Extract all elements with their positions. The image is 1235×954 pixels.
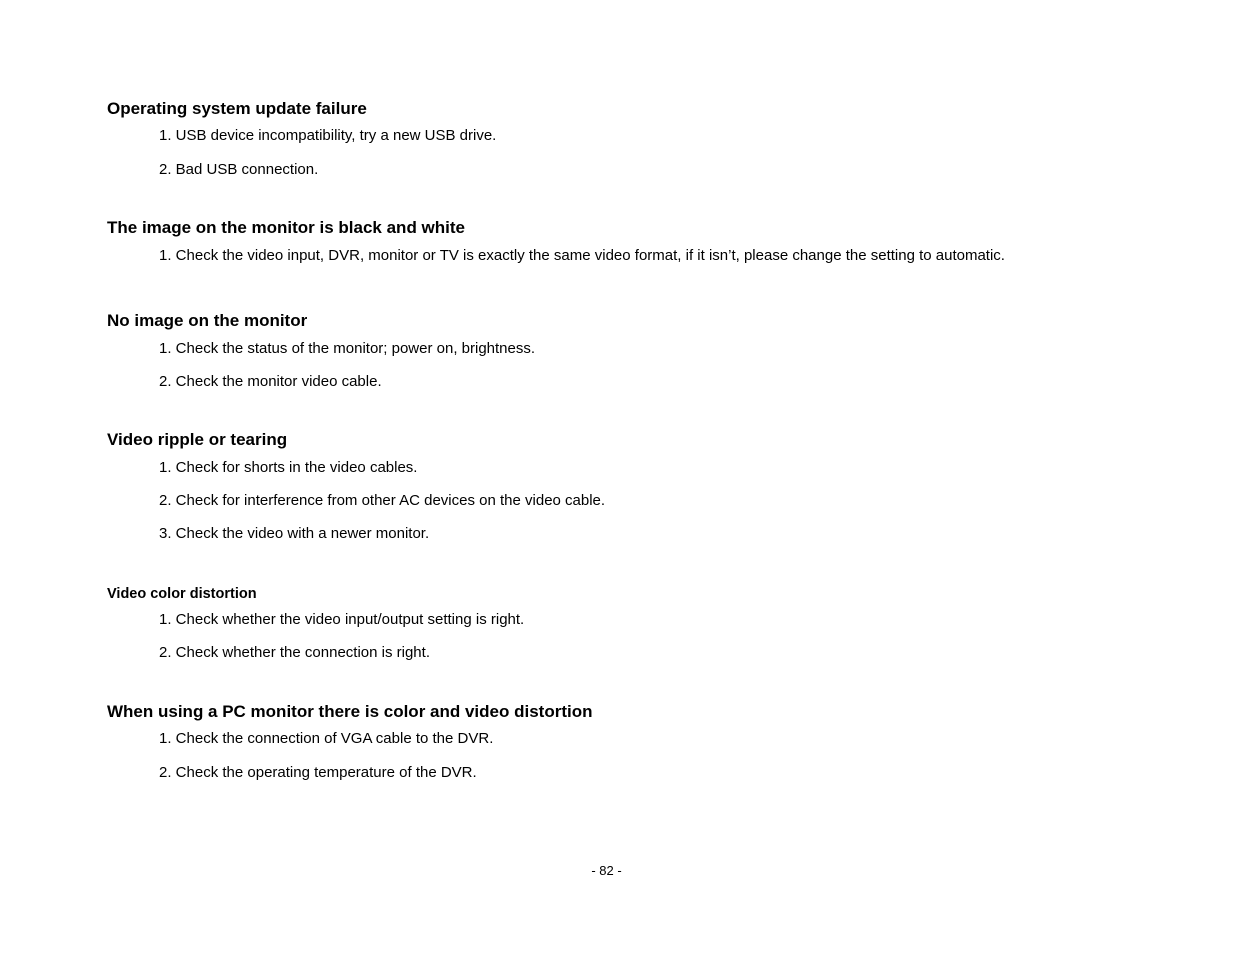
page-number: - 82 - — [591, 863, 622, 878]
list-item: 2. Check for interference from other AC devices on the video cable. — [159, 492, 606, 509]
list-item: 1. USB device incompatibility, try a new USB drive. — [159, 127, 497, 144]
section-heading-os-update-failure: Operating system update failure — [107, 99, 367, 118]
list-item: 1. Check the status of the monitor; power on, brightness. — [159, 340, 536, 357]
section-heading-black-and-white: The image on the monitor is black and white — [107, 218, 465, 237]
list-item: 3. Check the video with a newer monitor. — [159, 525, 430, 542]
section-heading-pc-monitor-distortion: When using a PC monitor there is color and video distortion — [107, 702, 593, 721]
list-item: 1. Check whether the video input/output setting is right. — [159, 611, 525, 628]
list-item: 2. Check the monitor video cable. — [159, 373, 382, 390]
section-heading-no-image: No image on the monitor — [107, 311, 308, 330]
section-heading-video-ripple: Video ripple or tearing — [107, 430, 288, 449]
list-item: 2. Check whether the connection is right. — [159, 644, 430, 661]
list-item: 2. Check the operating temperature of the DVR. — [159, 764, 477, 781]
list-item: 1. Check the video input, DVR, monitor or TV is exactly the same video format, if it isn’t, please change the setting to automatic. — [159, 247, 1005, 264]
section-heading-color-distortion: Video color distortion — [107, 586, 257, 602]
list-item: 1. Check for shorts in the video cables. — [159, 459, 418, 476]
list-item: 2. Bad USB connection. — [159, 161, 319, 178]
list-item: 1. Check the connection of VGA cable to the DVR. — [159, 730, 494, 747]
